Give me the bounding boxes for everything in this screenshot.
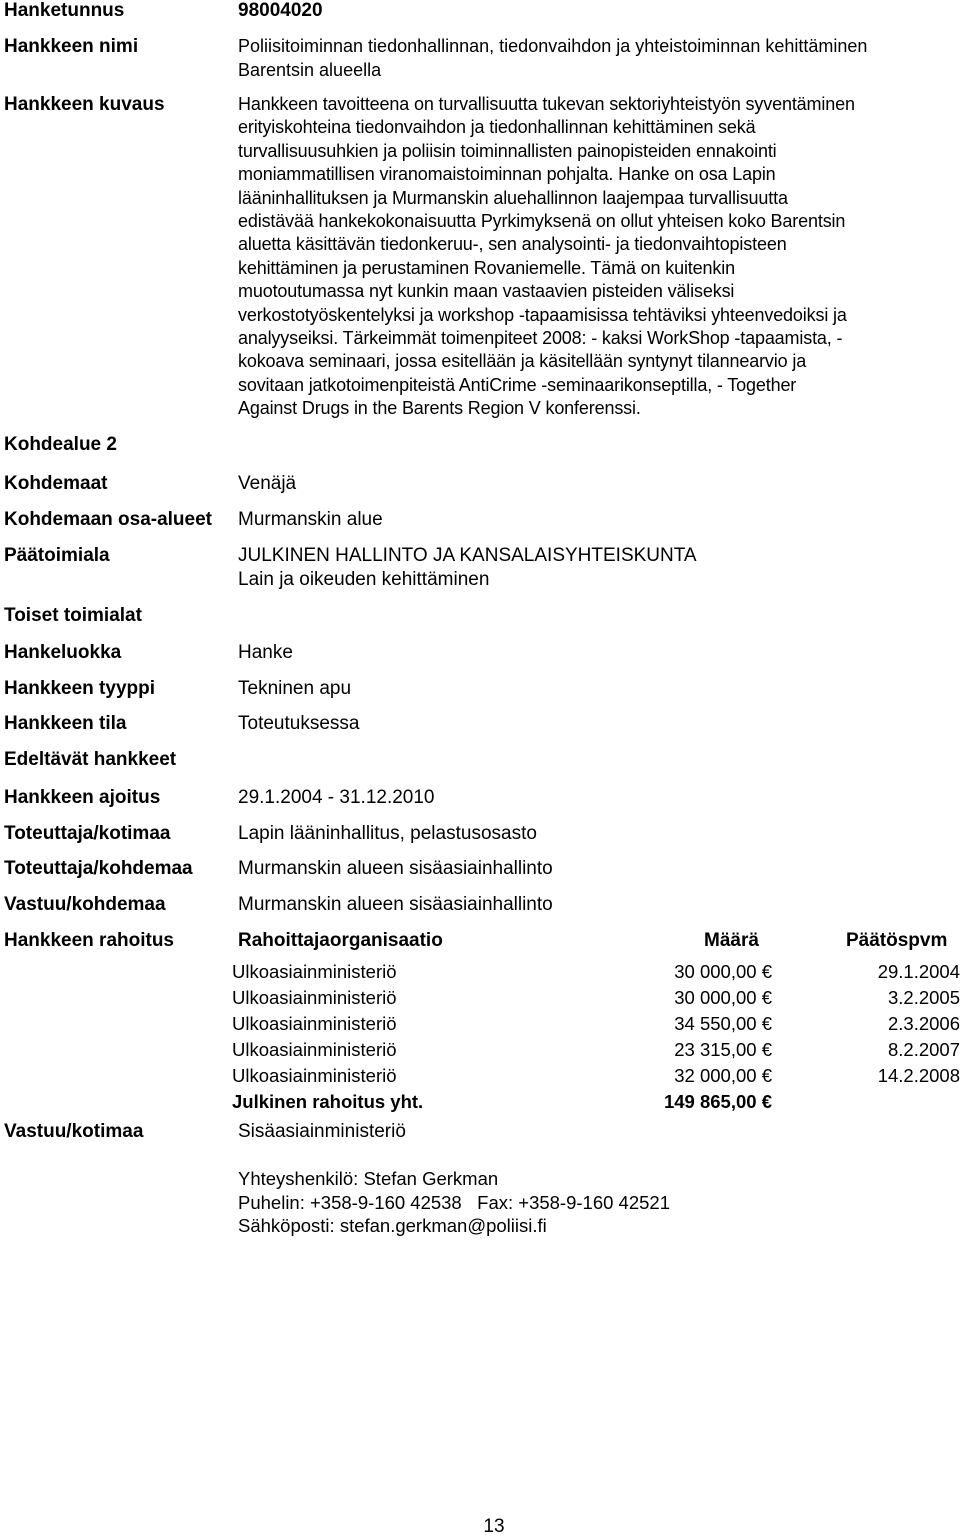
schedule-value: 29.1.2004 - 31.12.2010	[238, 787, 435, 808]
funding-row-organisation: Ulkoasiainministeriö	[232, 987, 397, 1008]
funding-row-amount: 23 315,00 €	[674, 1039, 772, 1060]
project-id-label: Hanketunnus	[4, 0, 125, 21]
funding-row-date: 14.2.2008	[877, 1065, 960, 1086]
main-sector-label: Päätoimiala	[4, 545, 110, 566]
description-line: edistävää hankekokonaisuutta Pyrkimyksenä on ollut yhteisen koko Barentsin	[238, 211, 846, 232]
funding-row-date: 29.1.2004	[877, 961, 960, 982]
description-line: verkostotyöskentelyksi ja workshop -tapaamisissa tehtäviksi yhteenvedoiksi ja	[238, 304, 847, 325]
funding-header-organisation: Rahoittajaorganisaatio	[238, 930, 443, 951]
funding-row-amount: 30 000,00 €	[674, 987, 772, 1008]
target-area-label: Kohdealue 2	[4, 434, 117, 455]
project-type-value: Tekninen apu	[238, 678, 352, 699]
funding-row-organisation: Ulkoasiainministeriö	[232, 1065, 397, 1086]
description-line: muotoutumassa nyt kunkin maan vastaavien pisteiden väliseksi	[238, 281, 735, 302]
previous-projects-label: Edeltävät hankkeet	[4, 749, 177, 770]
main-sector-subvalue: Lain ja oikeuden kehittäminen	[238, 569, 490, 590]
project-id-value: 98004020	[238, 0, 323, 21]
funding-total-label: Julkinen rahoitus yht.	[232, 1091, 424, 1112]
description-line: lääninhallituksen ja Murmanskin aluehallinnon laajempaa turvallisuutta	[238, 187, 788, 208]
responsible-target-value: Murmanskin alueen sisäasiainhallinto	[238, 894, 553, 915]
funding-label: Hankkeen rahoitus	[4, 930, 174, 951]
funding-row-organisation: Ulkoasiainministeriö	[232, 961, 397, 982]
page-number: 13	[483, 1516, 505, 1537]
contact-phone: Puhelin: +358-9-160 42538 Fax: +358-9-160 42521	[238, 1192, 670, 1213]
project-class-value: Hanke	[238, 642, 293, 663]
responsible-home-value: Sisäasiainministeriö	[238, 1121, 406, 1142]
project-status-label: Hankkeen tila	[4, 713, 127, 734]
funding-row-date: 2.3.2006	[887, 1013, 960, 1034]
project-class-label: Hankeluokka	[4, 642, 122, 663]
responsible-target-label: Vastuu/kohdemaa	[4, 894, 166, 915]
description-line: kokoava seminaari, jossa esitellään ja käsitellään syntynyt tilannearvio ja	[238, 351, 807, 372]
contact-email[interactable]: Sähköposti: stefan.gerkman@poliisi.fi	[238, 1215, 547, 1236]
description-line: aluetta käsittävän tiedonkeruu-, sen analysointi- ja tiedonvaihtopisteen	[238, 234, 787, 255]
funding-header-date: Päätöspvm	[846, 930, 948, 951]
funding-header-amount: Määrä	[704, 930, 759, 951]
funding-row-amount: 32 000,00 €	[674, 1065, 772, 1086]
main-sector-value: JULKINEN HALLINTO JA KANSALAISYHTEISKUNTA	[238, 545, 697, 566]
target-country-value: Venäjä	[238, 473, 297, 494]
funding-row-amount: 34 550,00 €	[674, 1013, 772, 1034]
project-name-line-1: Poliisitoiminnan tiedonhallinnan, tiedonvaihdon ja yhteistoiminnan kehittäminen	[238, 36, 868, 56]
description-text	[238, 93, 956, 421]
other-sectors-label: Toiset toimialat	[4, 605, 142, 626]
implementer-home-label: Toteuttaja/kotimaa	[4, 823, 171, 844]
funding-row-organisation: Ulkoasiainministeriö	[232, 1013, 397, 1034]
project-name-line-2: Barentsin alueella	[238, 60, 382, 80]
contact-person: Yhteyshenkilö: Stefan Gerkman	[238, 1168, 499, 1189]
description-line: moniammatillisen viranomaistoiminnan pohjalta. Hanke on osa Lapin	[238, 164, 776, 185]
description-line: erityiskohteina tiedonvaihdon ja tiedonhallinnan kehittäminen sekä	[238, 117, 756, 138]
implementer-home-value: Lapin lääninhallitus, pelastusosasto	[238, 823, 537, 844]
project-name-label: Hankkeen nimi	[4, 36, 139, 57]
project-status-value: Toteutuksessa	[238, 713, 360, 734]
target-subregion-label: Kohdemaan osa-alueet	[4, 509, 212, 530]
funding-total-amount: 149 865,00 €	[663, 1091, 772, 1112]
responsible-home-label: Vastuu/kotimaa	[4, 1121, 144, 1142]
target-country-label: Kohdemaat	[4, 473, 108, 494]
description-line: Against Drugs in the Barents Region V konferenssi.	[238, 398, 641, 419]
description-line: kehittäminen ja perustaminen Rovaniemelle. Tämä on kuitenkin	[238, 257, 735, 278]
target-subregion-value: Murmanskin alue	[238, 509, 383, 530]
description-line: turvallisuusuhkien ja poliisin toiminnallisten painopisteiden ennakointi	[238, 140, 777, 161]
funding-row-amount: 30 000,00 €	[674, 961, 772, 982]
funding-row-organisation: Ulkoasiainministeriö	[232, 1039, 397, 1060]
funding-row-date: 3.2.2005	[887, 987, 960, 1008]
project-type-label: Hankkeen tyyppi	[4, 678, 155, 699]
description-line: analyyseiksi. Tärkeimmät toimenpiteet 2008: - kaksi WorkShop -tapaamista, -	[238, 328, 843, 349]
description-line: sovitaan jatkotoimenpiteistä AntiCrime -seminaarikonseptilla, - Together	[238, 374, 797, 395]
description-line: Hankkeen tavoitteena on turvallisuutta tukevan sektoriyhteistyön syventäminen	[238, 94, 855, 114]
funding-row-date: 8.2.2007	[887, 1039, 960, 1060]
description-label: Hankkeen kuvaus	[4, 94, 165, 115]
implementer-target-value: Murmanskin alueen sisäasiainhallinto	[238, 858, 553, 879]
schedule-label: Hankkeen ajoitus	[4, 787, 161, 808]
implementer-target-label: Toteuttaja/kohdemaa	[4, 858, 193, 879]
